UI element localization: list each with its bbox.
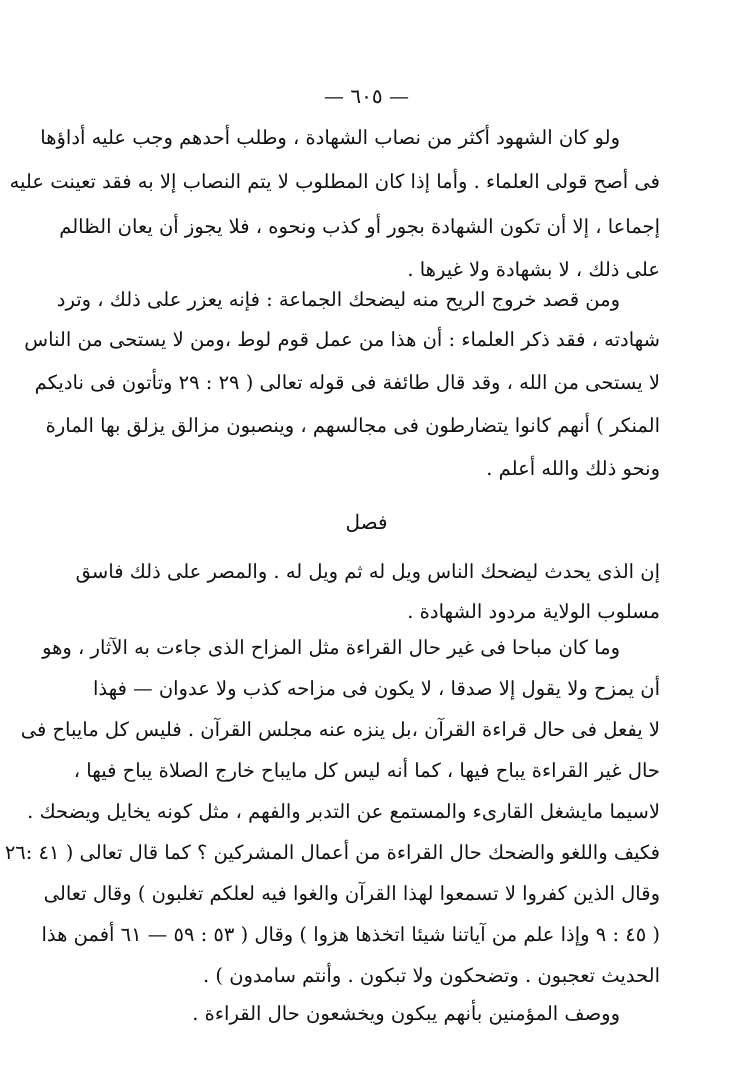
paragraph-4-line-1: وما كان مباحا فى غير حال القراءة مثل المزاح الذى جاءت به الآثار ، وهو <box>42 636 620 659</box>
paragraph-4-line-4: حال غير القراءة يباح فيها ، كما أنه ليس كل مايباح خارج الصلاة يباح فيها ، <box>73 759 660 782</box>
paragraph-3-line-2: مسلوب الولاية مردود الشهادة . <box>407 600 660 623</box>
paragraph-4-line-9: الحديث تعجبون . وتضحكون ولا تبكون . وأنتم سامدون ) . <box>203 964 660 987</box>
paragraph-3-line-1: إن الذى يحدث ليضحك الناس ويل له ثم ويل له . والمصر على ذلك فاسق <box>75 560 660 583</box>
page-number: — ٦٠٥ — <box>324 84 409 108</box>
paragraph-1-line-1: ولو كان الشهود أكثر من نصاب الشهادة ، وطلب أحدهم وجب عليه أداؤها <box>40 126 620 149</box>
paragraph-4-line-3: لا يفعل فى حال قراءة القرآن ،بل ينزه عنه مجلس القرآن . فليس كل مايباح فى <box>20 718 660 741</box>
section-title: فصل <box>345 510 388 534</box>
paragraph-4-line-2: أن يمزح ولا يقول إلا صدقا ، لا يكون فى مزاحه كذب ولا عدوان — فهذا <box>92 677 660 700</box>
paragraph-4-line-5: لاسيما مايشغل القارىء والمستمع عن التدبر والفهم ، مثل كونه يخايل ويضحك . <box>27 800 660 823</box>
paragraph-4-line-7: وقال الذين كفروا لا تسمعوا لهذا القرآن والغوا فيه لعلكم تغلبون ) وقال تعالى <box>43 882 660 905</box>
paragraph-4-line-6: فكيف واللغو والضحك حال القراءة من أعمال المشركين ؟ كما قال تعالى ( ٤١ :٢٦ <box>4 841 660 864</box>
paragraph-2-line-4: المنكر ) أنهم كانوا يتضارطون فى مجالسهم ، وينصبون مزالق يزلق بها المارة <box>45 414 660 437</box>
paragraph-1-line-3: إجماعا ، إلا أن تكون الشهادة بجور أو كذب ونحوه ، فلا يجوز أن يعان الظالم <box>59 215 660 238</box>
paragraph-2-line-2: شهادته ، فقد ذكر العلماء : أن هذا من عمل قوم لوط ،ومن لا يستحى من الناس <box>24 328 660 351</box>
paragraph-2-line-1: ومن قصد خروج الريح منه ليضحك الجماعة : فإنه يعزر على ذلك ، وترد <box>56 288 620 311</box>
paragraph-5-line-1: ووصف المؤمنين بأنهم يبكون ويخشعون حال القراءة . <box>192 1002 620 1025</box>
paragraph-2-line-5: ونحو ذلك والله أعلم . <box>486 457 660 480</box>
paragraph-4-line-8: ( ٤٥ : ٩ وإذا علم من آياتنا شيئا اتخذها هزوا ) وقال ( ٥٣ : ٥٩ — ٦١ أفمن هذا <box>41 923 660 946</box>
paragraph-1-line-2: فى أصح قولى العلماء . وأما إذا كان المطلوب لا يتم النصاب إلا به فقد تعينت عليه <box>9 170 660 193</box>
body-text <box>4 0 660 1081</box>
paragraph-1-line-4: على ذلك ، لا بشهادة ولا غيرها . <box>407 258 660 281</box>
paragraph-2-line-3: لا يستحى من الله ، وقد قال طائفة فى قوله تعالى ( ٢٩ : ٢٩ وتأتون فى ناديكم <box>34 371 660 394</box>
